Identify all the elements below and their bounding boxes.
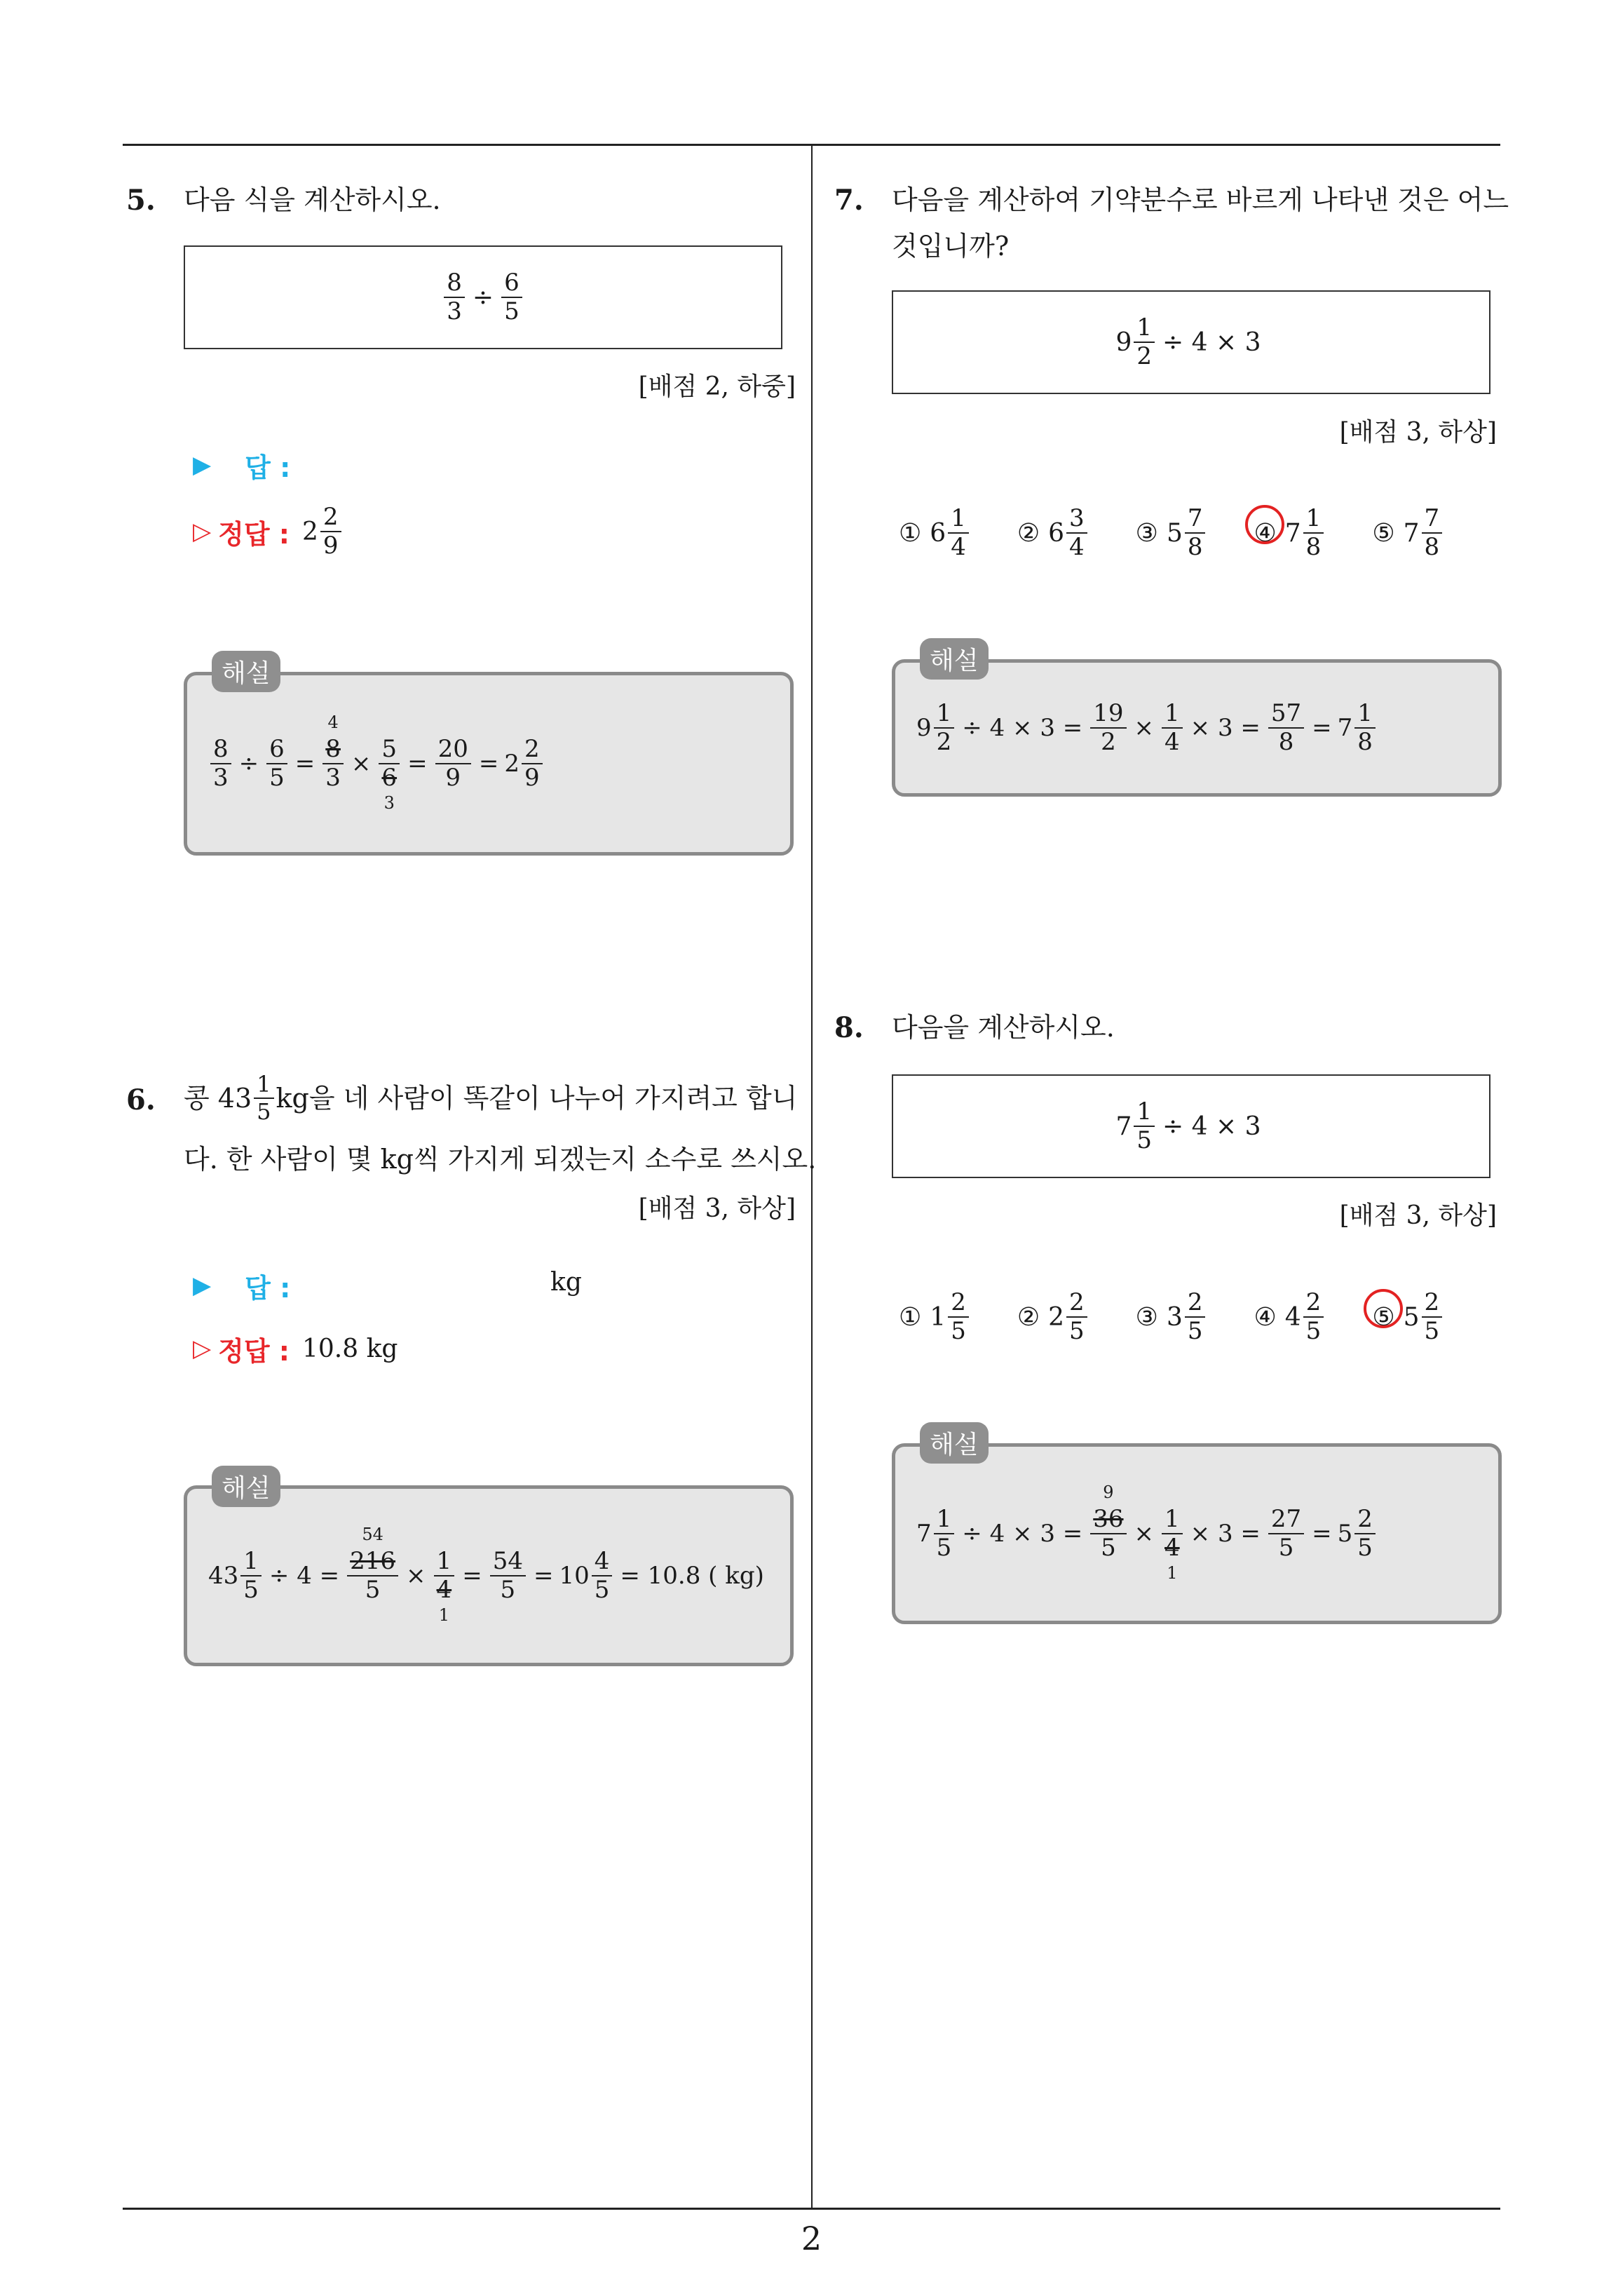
outline-triangle-icon: ▷ [193, 518, 212, 546]
q5-expression-box: $\frac{8}{3}$ ÷ $\frac{6}{5}$ [184, 245, 782, 349]
q8-choice-1[interactable]: ① 1 2 5 [899, 1289, 971, 1345]
q7-score: [배점 3, 하상] [1339, 418, 1497, 447]
q6-correct-row [193, 1331, 398, 1366]
play-icon: ▶ [193, 451, 212, 479]
q7-choices [899, 499, 1490, 567]
q6-score: [배점 3, 하상] [638, 1194, 796, 1223]
q7-choice-3[interactable]: ③ 5 7 8 [1136, 505, 1208, 561]
outline-triangle-icon: ▷ [193, 1335, 212, 1363]
q5-solution-box: $\frac{8}{3}$ ÷ $\frac{6}{5}$ = 8 4 3 × 5 6 3 = $\frac{20}{9}$ = 2 2 9 [184, 672, 794, 856]
q7-number: 7. [834, 184, 864, 217]
q7-line2: 것입니까? [892, 231, 1010, 262]
q5-solution-tag: 해설 [212, 651, 280, 692]
q7-choice-2[interactable]: ② 6 3 4 [1017, 505, 1089, 561]
q5-answer-label: 답 : [245, 452, 291, 483]
q6-line2: 다. 한 사람이 몇 kg씩 가지게 되겠는지 소수로 쓰시오. [184, 1144, 817, 1175]
q7-line1: 다음을 계산하여 기약분수로 바르게 나타낸 것은 어느 [892, 184, 1509, 215]
selected-circle-icon [1245, 505, 1284, 544]
q6-solution-tag: 해설 [212, 1466, 280, 1507]
q5-correct-row [193, 504, 344, 560]
q6-answer-row [193, 1268, 290, 1303]
q8-expression-box: 7 $\frac{1}{5}$ ÷ 4 × 3 [892, 1074, 1490, 1178]
q5-number: 5. [126, 184, 156, 217]
page-number: 2 [801, 2220, 822, 2257]
bottom-rule [123, 2208, 1500, 2210]
selected-circle-icon [1364, 1289, 1403, 1328]
q6-correct-value: 10.8 kg [302, 1334, 398, 1363]
q6-answer-unit: kg [550, 1268, 582, 1297]
q5-correct-value: 2 2 9 [302, 504, 344, 560]
q5-answer-row [193, 447, 290, 482]
q6-line1: 콩 43 1 5 kg을 네 사람이 똑같이 나누어 가지려고 합니 [184, 1071, 798, 1125]
q8-score: [배점 3, 하상] [1339, 1201, 1497, 1230]
q7-choice-1[interactable]: ① 6 1 4 [899, 505, 971, 561]
q7-choice-5[interactable]: ⑤ 7 7 8 [1372, 505, 1444, 561]
q5-score: [배점 2, 하중] [638, 372, 796, 401]
q7-solution-box: 9 $\frac{1}{2}$ ÷ 4 × 3 = $\frac{19}{2}$ × $\frac{1}{4}$ × 3 = $\frac{57}{8}$ = 7 1 8 [892, 659, 1502, 797]
q7-expression-box: 9 $\frac{1}{2}$ ÷ 4 × 3 [892, 290, 1490, 394]
q8-text: 다음을 계산하시오. [892, 1012, 1115, 1043]
q6-answer-label: 답 : [245, 1272, 291, 1304]
q8-solution-tag: 해설 [920, 1422, 989, 1464]
q8-choice-3[interactable]: ③ 3 2 5 [1136, 1289, 1208, 1345]
q8-solution-box: 7 $\frac{1}{5}$ ÷ 4 × 3 = 36 9 5 × 1 4 1 × 3 = $\frac{27}{5}$ = 5 2 5 [892, 1443, 1502, 1624]
q5-frac-b: $\frac{6}{5}$ [501, 269, 522, 325]
q5-correct-label: 정답 : [218, 518, 290, 550]
q8-number: 8. [834, 1011, 864, 1044]
q6-number: 6. [126, 1083, 156, 1116]
q8-choice-5[interactable]: ⑤ 5 2 5 [1372, 1289, 1444, 1345]
q5-frac-a: $\frac{8}{3}$ [444, 269, 465, 325]
q7-choice-4[interactable]: ④ 7 1 8 [1254, 505, 1326, 561]
q5-text: 다음 식을 계산하시오. [184, 184, 441, 215]
q7-solution-tag: 해설 [920, 638, 989, 680]
q6-correct-label: 정답 : [218, 1335, 290, 1367]
play-icon: ▶ [193, 1271, 212, 1299]
q8-choices [899, 1283, 1490, 1351]
q6-solution-box: 43 $\frac{1}{5}$ ÷ 4 = 216 54 5 × 1 4 1 = $\frac{54}{5}$ = 10 $\frac{4}{5}$ = 10.8 ( kg) [184, 1485, 794, 1666]
q8-choice-2[interactable]: ② 2 2 5 [1017, 1289, 1089, 1345]
q8-choice-4[interactable]: ④ 4 2 5 [1254, 1289, 1326, 1345]
